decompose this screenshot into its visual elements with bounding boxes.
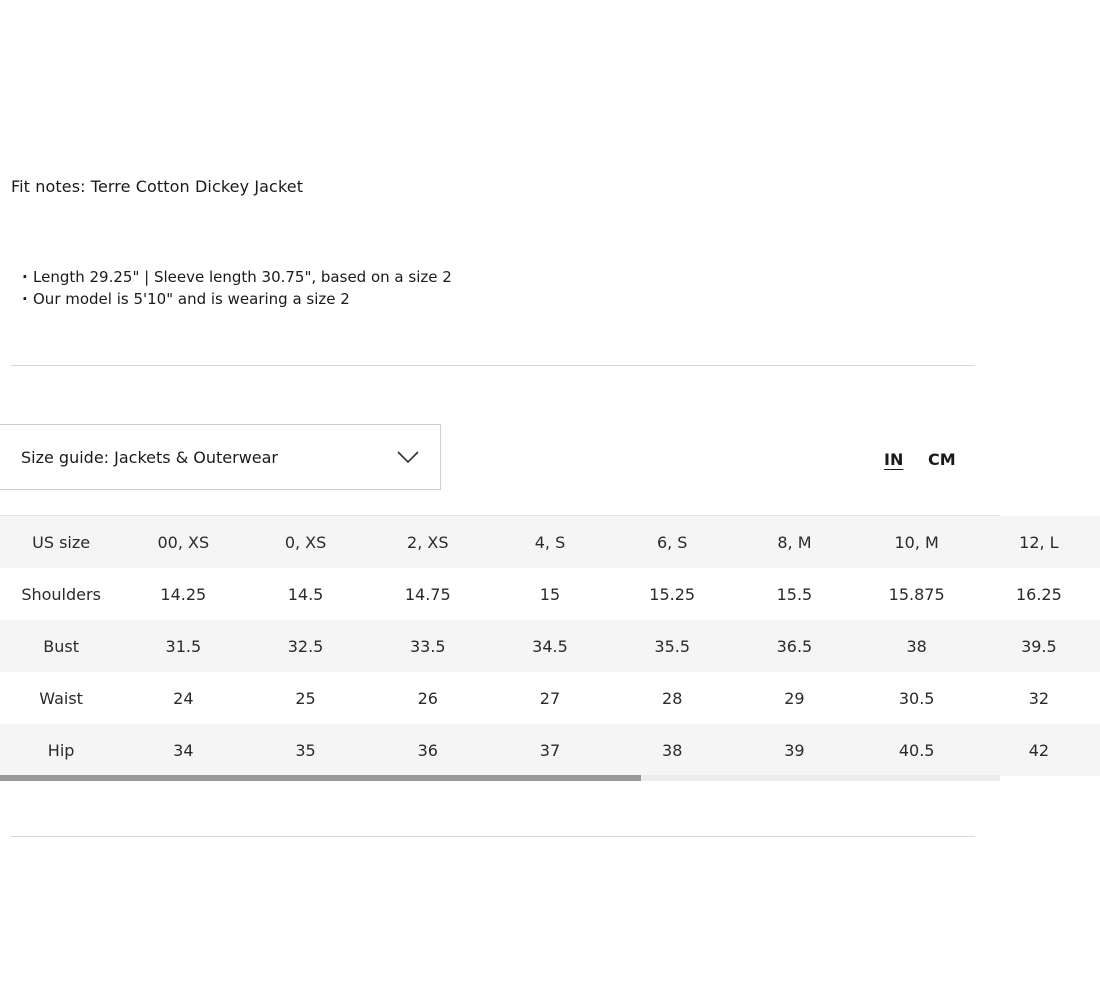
table-cell: 30.5 (856, 672, 978, 724)
table-cell: 10, M (856, 516, 978, 568)
table-cell: 34 (122, 724, 244, 776)
table-cell: 39.5 (978, 620, 1100, 672)
chevron-down-icon (396, 448, 420, 466)
table-row (0, 672, 1100, 724)
table-cell: 6, S (611, 516, 733, 568)
table-cell: 14.25 (122, 568, 244, 620)
row-header: Waist (0, 672, 122, 724)
table-cell: 31.5 (122, 620, 244, 672)
row-header: Hip (0, 724, 122, 776)
table-cell: 32.5 (244, 620, 366, 672)
table-cell: 4, S (489, 516, 611, 568)
table-cell: 36 (367, 724, 489, 776)
table-row (0, 620, 1100, 672)
table-cell: 2, XS (367, 516, 489, 568)
table-cell: 42 (978, 724, 1100, 776)
fit-notes-list (22, 266, 452, 310)
table-row (0, 516, 1100, 568)
table-cell: 15.875 (856, 568, 978, 620)
table-cell: 12, L (978, 516, 1100, 568)
row-header: Bust (0, 620, 122, 672)
table-row (0, 724, 1100, 776)
table-cell: 24 (122, 672, 244, 724)
table-cell: 38 (856, 620, 978, 672)
table-cell: 34.5 (489, 620, 611, 672)
table-cell: 00, XS (122, 516, 244, 568)
table-cell: 35.5 (611, 620, 733, 672)
table-cell: 38 (611, 724, 733, 776)
divider (11, 365, 975, 366)
size-guide-selected-label: Size guide: Jackets & Outerwear (21, 447, 279, 467)
table-cell: 26 (367, 672, 489, 724)
table-cell: 39 (733, 724, 855, 776)
table-cell: 15.5 (733, 568, 855, 620)
fit-note-item: · Length 29.25" | Sleeve length 30.75", based on a size 2 (22, 266, 452, 288)
table-cell: 15 (489, 568, 611, 620)
table-cell: 40.5 (856, 724, 978, 776)
fit-note-item: · Our model is 5'10" and is wearing a size 2 (22, 288, 452, 310)
divider (11, 836, 975, 837)
table-row (0, 568, 1100, 620)
unit-cm-toggle[interactable]: CM (928, 450, 956, 469)
table-cell: 37 (489, 724, 611, 776)
row-header: Shoulders (0, 568, 122, 620)
table-cell: 14.5 (244, 568, 366, 620)
table-cell: 25 (244, 672, 366, 724)
table-cell: 27 (489, 672, 611, 724)
table-cell: 36.5 (733, 620, 855, 672)
table-cell: 0, XS (244, 516, 366, 568)
size-table-scroll-area[interactable] (0, 515, 1062, 778)
row-header: US size (0, 516, 122, 568)
unit-in-toggle[interactable]: IN (884, 450, 904, 469)
table-cell: 33.5 (367, 620, 489, 672)
table-cell: 14.75 (367, 568, 489, 620)
table-cell: 16.25 (978, 568, 1100, 620)
table-cell: 32 (978, 672, 1100, 724)
table-cell: 28 (611, 672, 733, 724)
table-cell: 35 (244, 724, 366, 776)
horizontal-scrollbar[interactable] (0, 775, 1000, 781)
table-cell: 15.25 (611, 568, 733, 620)
table-cell: 29 (733, 672, 855, 724)
size-table (0, 516, 1100, 776)
table-cell: 8, M (733, 516, 855, 568)
fit-notes-title: Fit notes: Terre Cotton Dickey Jacket (11, 177, 304, 196)
size-guide-dropdown[interactable] (0, 424, 441, 490)
scrollbar-thumb[interactable] (0, 775, 641, 781)
